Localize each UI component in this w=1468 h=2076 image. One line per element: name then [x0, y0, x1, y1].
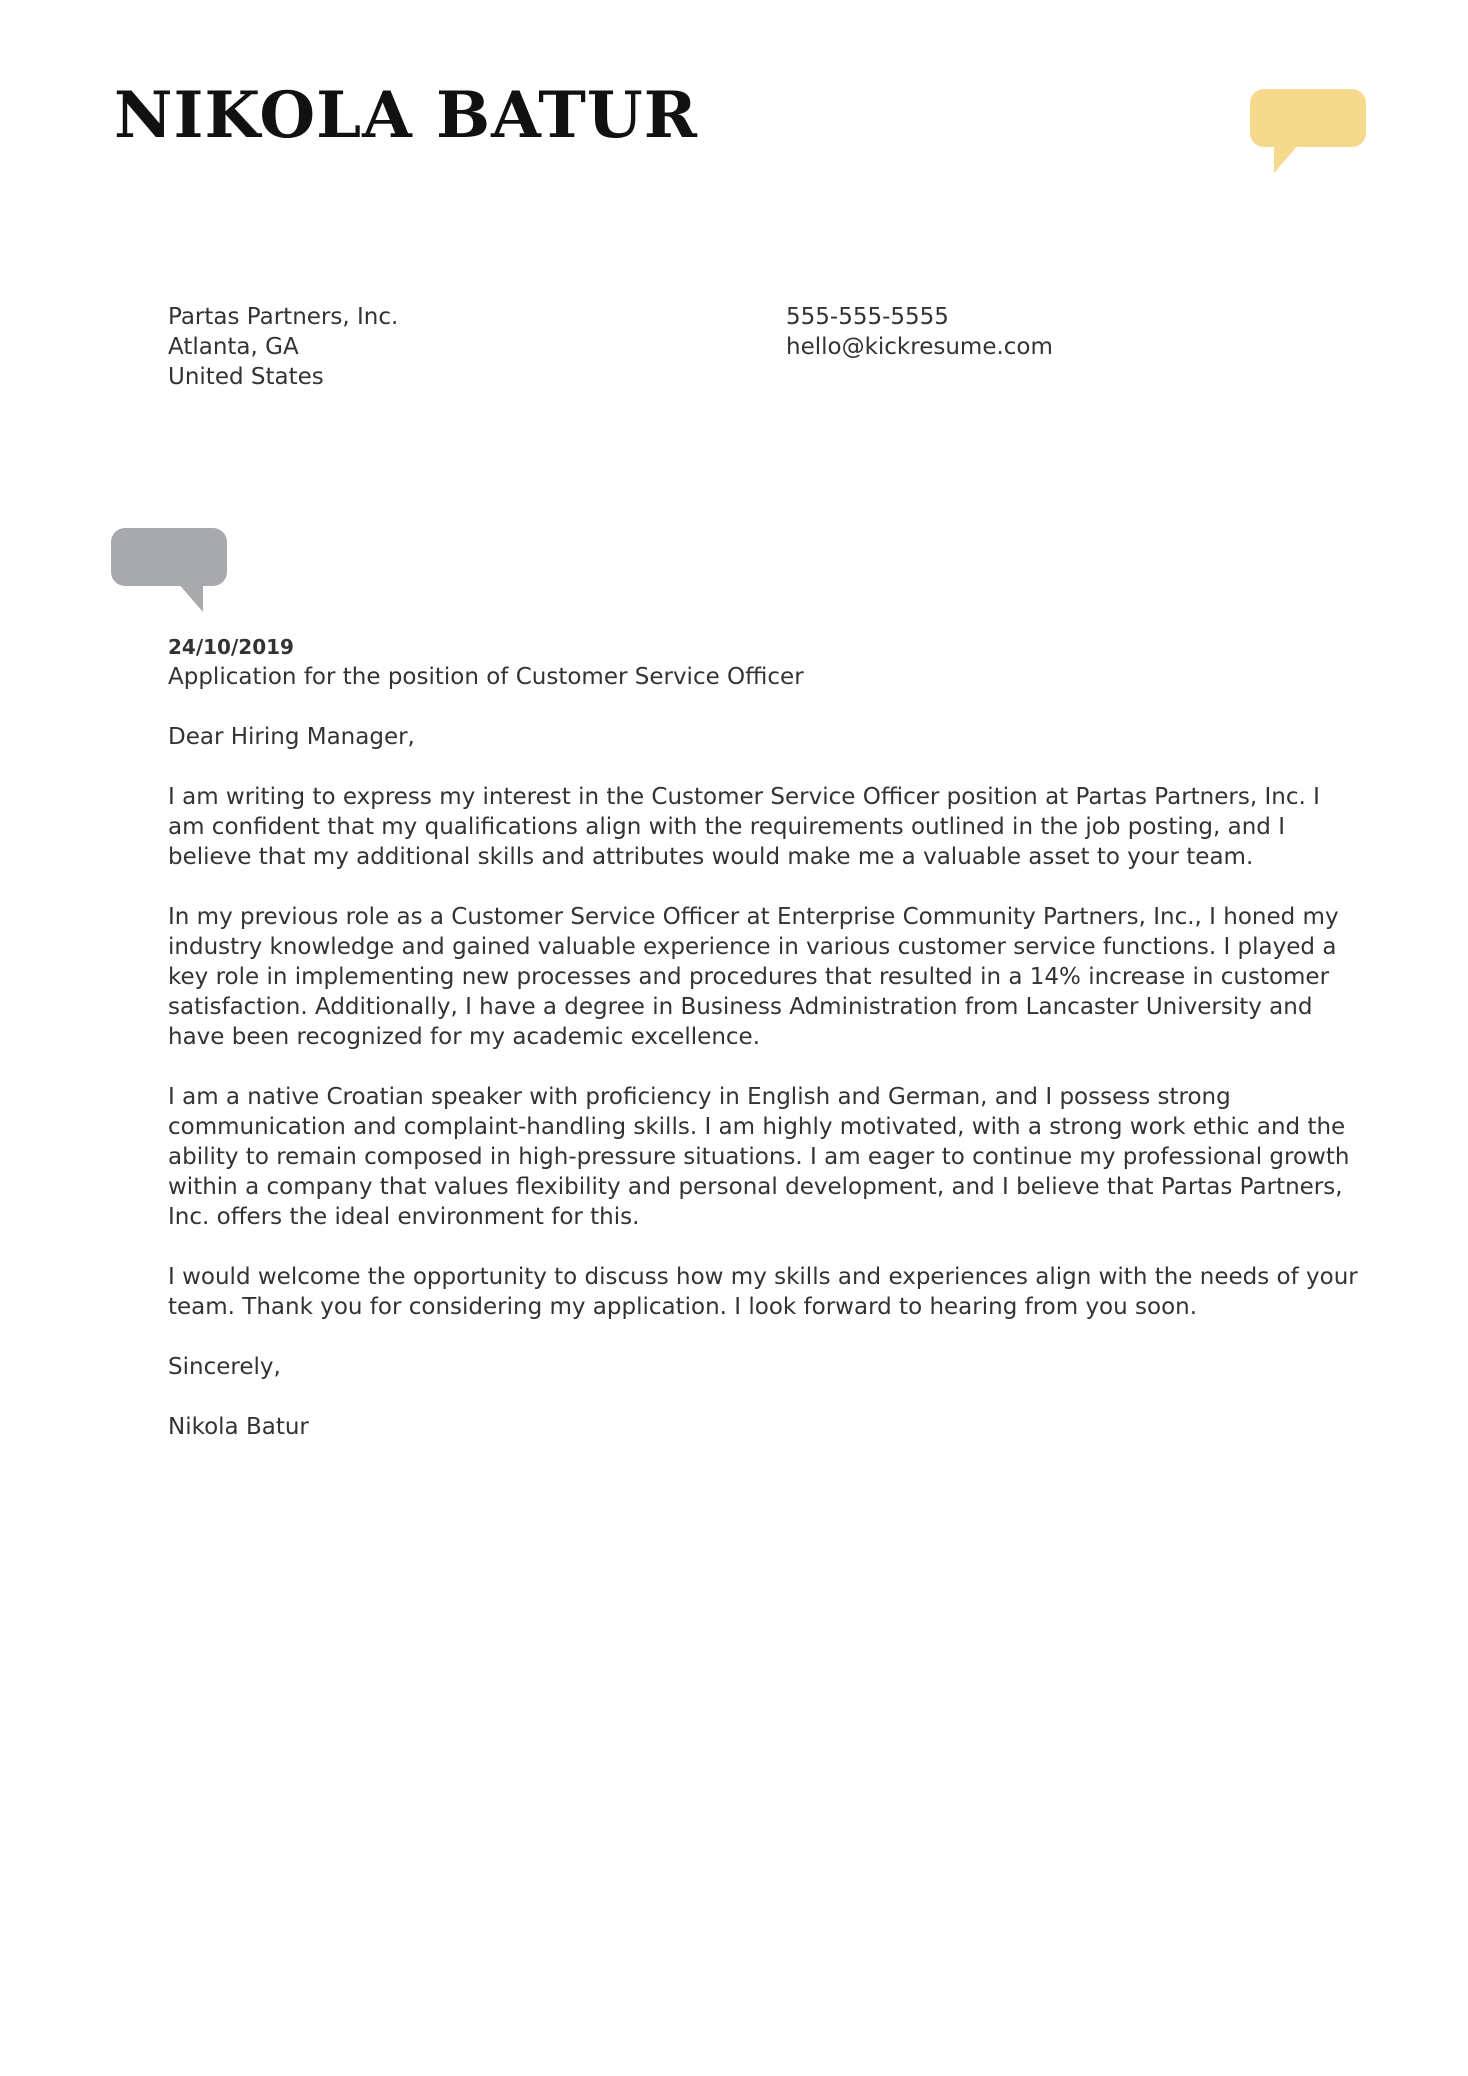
sender-contact: [786, 302, 1053, 362]
letter-date: 24/10/2019: [168, 635, 294, 659]
sender-email: hello@kickresume.com: [786, 334, 1053, 360]
letter-salutation: Dear Hiring Manager,: [168, 724, 415, 750]
recipient-address: [168, 302, 398, 392]
letter-paragraph: I am writing to express my interest in the Customer Service Officer position at Partas Partners, Inc. I am confident that my qualifications align with the requirements outlined in the job posting, and I believe that my additional skills and attributes would make me a valuable asset to your team.: [168, 784, 1320, 870]
letter-paragraph: I am a native Croatian speaker with proficiency in English and German, and I possess strong communication and complaint-handling skills. I am highly motivated, with a strong work ethic and the ability to remain composed in high-pressure situations. I am eager to continue my professional growth within a company that values flexibility and personal development, and I believe that Partas Partners, Inc. offers the ideal environment for this.: [168, 1084, 1350, 1230]
speech-bubble-icon: [1250, 89, 1366, 175]
sender-phone: 555-555-5555: [786, 304, 949, 330]
speech-bubble-icon: [111, 528, 227, 614]
letter-signature: Nikola Batur: [168, 1414, 309, 1440]
letter-subject: Application for the position of Customer Service Officer: [168, 664, 804, 690]
recipient-company: Partas Partners, Inc.: [168, 304, 399, 330]
recipient-city: Atlanta, GA: [168, 334, 299, 360]
letter-paragraph: In my previous role as a Customer Service Officer at Enterprise Community Partners, Inc., I honed my industry knowledge and gained valuable experience in various customer service functions. I played a key role in implementing new processes and procedures that resulted in a 14% increase in customer satisfaction. Additionally, I have a degree in Business Administration from Lancaster University and have been recognized for my academic excellence.: [168, 904, 1339, 1050]
letter-body: [168, 632, 1363, 1472]
recipient-country: United States: [168, 364, 324, 390]
applicant-name: NIKOLA BATUR: [114, 78, 698, 153]
letter-closing: Sincerely,: [168, 1354, 281, 1380]
letter-paragraph: I would welcome the opportunity to discuss how my skills and experiences align with the needs of your team. Thank you for considering my application. I look forward to hearing from you soon.: [168, 1264, 1358, 1320]
